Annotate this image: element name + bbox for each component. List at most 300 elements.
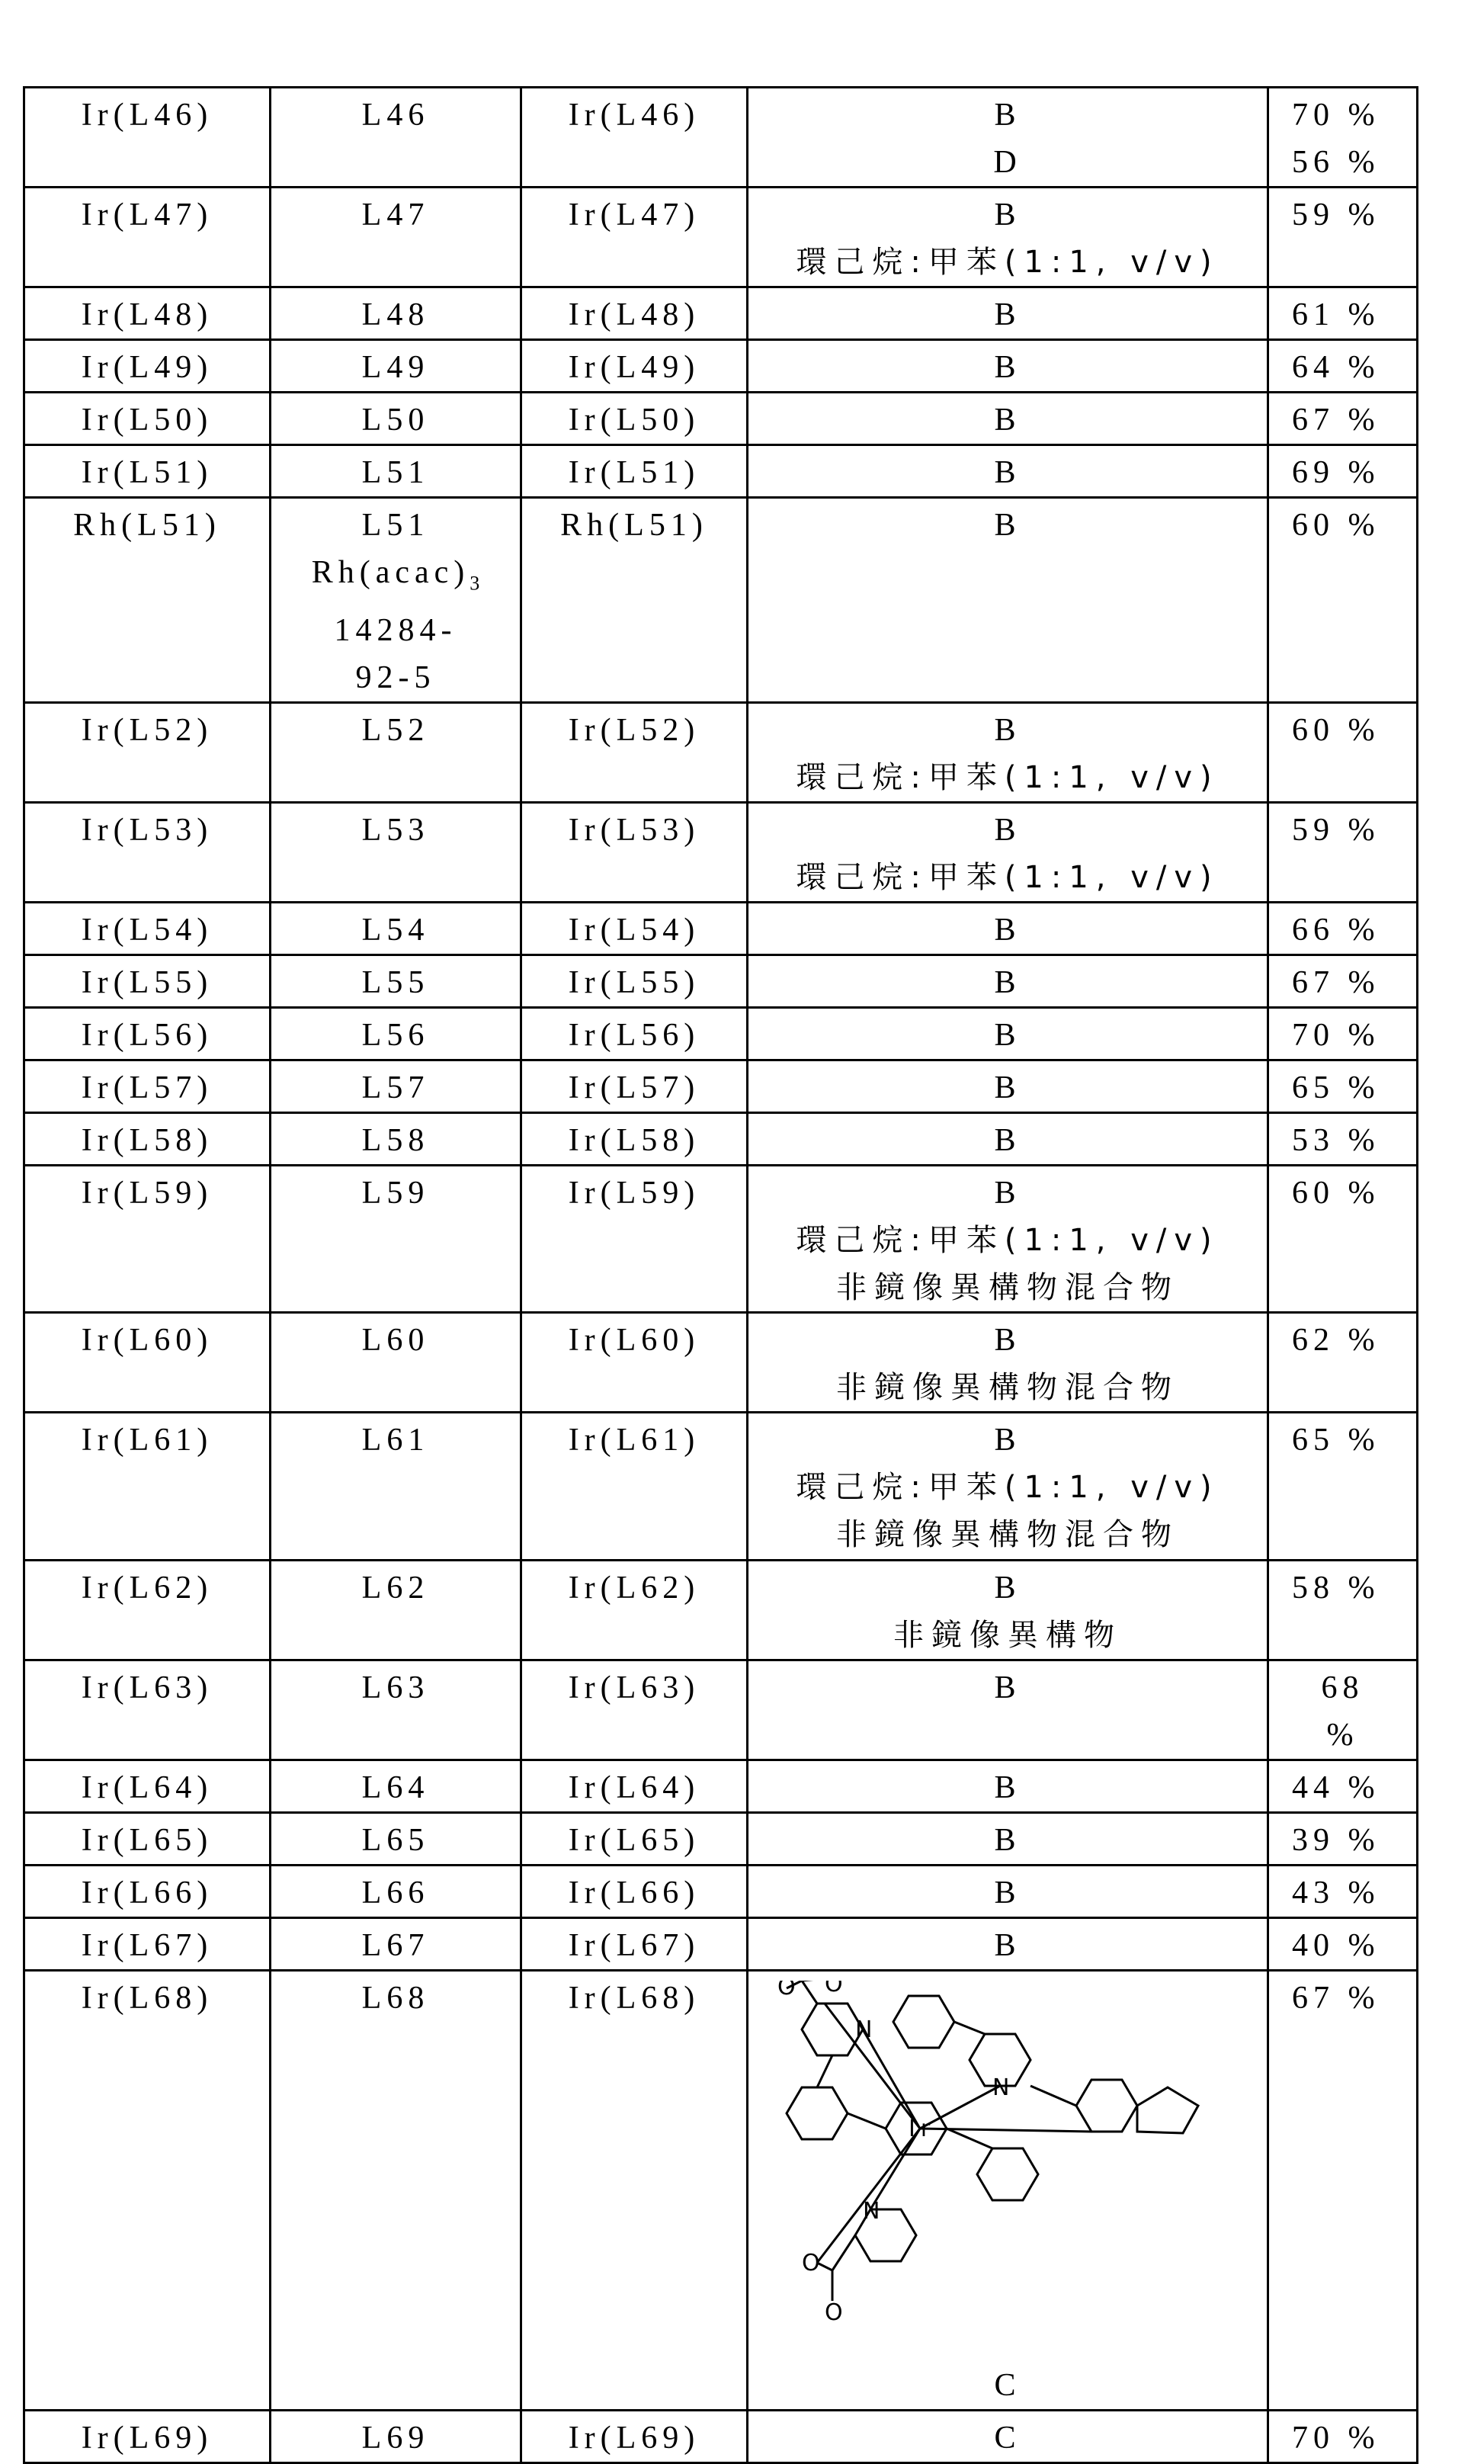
yield-value: 59 % (1292, 807, 1416, 854)
complex-name: Ir(L51) (25, 449, 269, 496)
method-cell (748, 803, 1268, 903)
product-cell (521, 803, 748, 903)
table-row (24, 445, 1418, 498)
yield-value: 64 % (1292, 344, 1416, 391)
table-row (24, 2411, 1418, 2463)
method-line: B (748, 959, 1267, 1006)
oxygen-label: O (825, 2299, 848, 2326)
method-cell (748, 1971, 1268, 2411)
product-name: Rh(L51) (522, 502, 746, 549)
yield-cell (1268, 88, 1418, 188)
product-name: Ir(L67) (522, 1922, 746, 1969)
ligand-line: L48 (271, 291, 520, 338)
method-line: B (748, 91, 1267, 139)
complex-name: Rh(L51) (25, 502, 269, 549)
table-row (24, 1008, 1418, 1060)
product-cell (521, 1166, 748, 1313)
product-name: Ir(L61) (522, 1416, 746, 1464)
yield-value: 60 % (1292, 1169, 1416, 1217)
method-cell (748, 88, 1268, 188)
product-name: Ir(L56) (522, 1012, 746, 1059)
product-name: Ir(L51) (522, 449, 746, 496)
yield-cell (1268, 340, 1418, 393)
yield-value: 68 (1269, 1664, 1416, 1712)
method-cell (748, 1866, 1268, 1918)
method-line: 非鏡像異構物混合物 (748, 1264, 1267, 1311)
product-cell (521, 1660, 748, 1760)
ligand-cell (271, 955, 521, 1008)
complex-cell (24, 1561, 271, 1660)
ligand-line: L55 (271, 959, 520, 1006)
ligand-cell (271, 1760, 521, 1813)
product-cell (521, 287, 748, 340)
ligand-subscript: 3 (470, 572, 479, 594)
method-cell (748, 287, 1268, 340)
method-cell (748, 340, 1268, 393)
complex-cell (24, 340, 271, 393)
table-row (24, 1760, 1418, 1813)
ligand-line: L50 (271, 396, 520, 444)
ligand-cell (271, 287, 521, 340)
ligand-line: L54 (271, 906, 520, 954)
nitrogen-label: N (992, 2074, 1014, 2101)
nitrogen-label: N (863, 2198, 885, 2225)
synthesis-table (23, 86, 1418, 2464)
complex-cell (24, 188, 271, 287)
nitrogen-label: N (855, 2016, 877, 2043)
yield-cell (1268, 1918, 1418, 1971)
ligand-cell (271, 1060, 521, 1113)
ligand-cell (271, 393, 521, 445)
complex-name: Ir(L47) (25, 191, 269, 239)
yield-cell (1268, 1313, 1418, 1413)
iridium-label: Ir (909, 2116, 935, 2142)
ligand-cell (271, 1313, 521, 1413)
complex-cell (24, 393, 271, 445)
complex-name: Ir(L52) (25, 707, 269, 754)
yield-cell (1268, 1813, 1418, 1866)
method-line: B (748, 396, 1267, 444)
complex-name: Ir(L69) (25, 2414, 269, 2462)
method-line: B (748, 707, 1267, 754)
yield-value: 39 % (1292, 1817, 1416, 1864)
method-cell (748, 1313, 1268, 1413)
method-line: B (748, 1869, 1267, 1917)
product-cell (521, 340, 748, 393)
complex-name: Ir(L49) (25, 344, 269, 391)
table-row (24, 1413, 1418, 1561)
method-cell (748, 955, 1268, 1008)
yield-cell (1268, 1166, 1418, 1313)
product-name: Ir(L62) (522, 1564, 746, 1612)
ligand-line: L56 (271, 1012, 520, 1059)
method-line: 非鏡像異構物混合物 (748, 1364, 1267, 1411)
product-cell (521, 2411, 748, 2463)
table-row (24, 1971, 1418, 2411)
yield-value: 56 % (1292, 139, 1416, 186)
method-cell (748, 903, 1268, 955)
yield-cell (1268, 1660, 1418, 1760)
yield-value: 44 % (1292, 1764, 1416, 1811)
ligand-cell (271, 1918, 521, 1971)
complex-name: Ir(L50) (25, 396, 269, 444)
method-cell (748, 1008, 1268, 1060)
yield-value: 62 % (1292, 1317, 1416, 1364)
method-line: C (748, 2414, 1267, 2462)
method-line: B (748, 807, 1267, 854)
method-line: B (748, 344, 1267, 391)
ligand-cell (271, 188, 521, 287)
complex-name: Ir(L65) (25, 1817, 269, 1864)
yield-value: 70 % (1292, 2414, 1416, 2462)
complex-name: Ir(L67) (25, 1922, 269, 1969)
top-pyridine-ring (802, 2004, 863, 2055)
product-name: Ir(L54) (522, 906, 746, 954)
ligand-cell (271, 1008, 521, 1060)
product-cell (521, 445, 748, 498)
ligand-line: L49 (271, 344, 520, 391)
method-line: 環己烷:甲苯(1:1, v/v) (748, 1464, 1267, 1511)
method-cell (748, 445, 1268, 498)
method-cell (748, 1060, 1268, 1113)
ligand-cell (271, 1561, 521, 1660)
ligand-cell (271, 340, 521, 393)
complex-cell (24, 1060, 271, 1113)
method-cell (748, 1918, 1268, 1971)
ligand-line: L65 (271, 1817, 520, 1864)
phenyl-ring-1 (787, 2087, 848, 2139)
ligand-cell (271, 445, 521, 498)
complex-cell (24, 1313, 271, 1413)
product-cell (521, 88, 748, 188)
complex-cell (24, 1660, 271, 1760)
product-cell (521, 1060, 748, 1113)
ligand-line: L46 (271, 91, 520, 139)
yield-value: 40 % (1292, 1922, 1416, 1969)
yield-cell (1268, 2411, 1418, 2463)
yield-cell (1268, 955, 1418, 1008)
product-name: Ir(L66) (522, 1869, 746, 1917)
complex-cell (24, 287, 271, 340)
product-cell (521, 1313, 748, 1413)
yield-cell (1268, 1760, 1418, 1813)
product-name: Ir(L60) (522, 1317, 746, 1364)
product-name: Ir(L63) (522, 1664, 746, 1712)
complex-cell (24, 803, 271, 903)
table-row (24, 903, 1418, 955)
table-row (24, 955, 1418, 1008)
complex-cell (24, 903, 271, 955)
product-cell (521, 1561, 748, 1660)
product-cell (521, 1008, 748, 1060)
ligand-line: L57 (271, 1064, 520, 1112)
ligand-cell (271, 88, 521, 188)
ligand-cell (271, 1660, 521, 1760)
method-line: B (748, 1012, 1267, 1059)
yield-cell (1268, 1113, 1418, 1166)
method-line: B (748, 1764, 1267, 1811)
product-name: Ir(L46) (522, 91, 746, 139)
yield-cell (1268, 445, 1418, 498)
ligand-cell (271, 1813, 521, 1866)
complex-name: Ir(L63) (25, 1664, 269, 1712)
oxygen-label: O (777, 1981, 801, 2000)
product-name: Ir(L65) (522, 1817, 746, 1864)
fluorene-benzene (1076, 2080, 1137, 2132)
complex-name: Ir(L58) (25, 1117, 269, 1164)
method-line: B (748, 1117, 1267, 1164)
product-name: Ir(L49) (522, 344, 746, 391)
table-row (24, 1918, 1418, 1971)
method-line: B (748, 1564, 1267, 1612)
ligand-line: 14284- (271, 607, 520, 654)
ligand-line: L66 (271, 1869, 520, 1917)
complex-cell (24, 1008, 271, 1060)
product-cell (521, 188, 748, 287)
iridium-complex-structure (771, 1981, 1244, 2362)
ligand-line: L62 (271, 1564, 520, 1612)
ligand-cell (271, 1166, 521, 1313)
method-line: B (748, 1416, 1267, 1464)
method-line: B (748, 906, 1267, 954)
cyclopentane-ring (1137, 2087, 1198, 2133)
product-name: Ir(L68) (522, 1975, 746, 2022)
oxygen-label: O (825, 1981, 848, 1997)
ligand-line: L51 (271, 449, 520, 496)
yield-value: 58 % (1292, 1564, 1416, 1612)
yield-value: 65 % (1292, 1416, 1416, 1464)
yield-value: 66 % (1292, 906, 1416, 954)
product-name: Ir(L55) (522, 959, 746, 1006)
ligand-line: L61 (271, 1416, 520, 1464)
table-row (24, 1166, 1418, 1313)
complex-name: Ir(L61) (25, 1416, 269, 1464)
method-cell (748, 393, 1268, 445)
method-cell (748, 1413, 1268, 1561)
table-row (24, 188, 1418, 287)
complex-name: Ir(L55) (25, 959, 269, 1006)
table-row (24, 1660, 1418, 1760)
complex-name: Ir(L48) (25, 291, 269, 338)
product-name: Ir(L64) (522, 1764, 746, 1811)
product-name: Ir(L50) (522, 396, 746, 444)
complex-name: Ir(L53) (25, 807, 269, 854)
product-cell (521, 1413, 748, 1561)
method-line: 環己烷:甲苯(1:1, v/v) (748, 1217, 1267, 1264)
complex-name: Ir(L57) (25, 1064, 269, 1112)
table-row (24, 1113, 1418, 1166)
ligand-cell (271, 903, 521, 955)
yield-cell (1268, 188, 1418, 287)
yield-value: 70 % (1292, 91, 1416, 139)
ligand-line: L59 (271, 1169, 520, 1217)
ligand-cell (271, 1971, 521, 2411)
method-line: B (748, 1664, 1267, 1712)
method-cell (748, 1561, 1268, 1660)
table-row (24, 803, 1418, 903)
method-line: B (748, 1064, 1267, 1112)
product-name: Ir(L69) (522, 2414, 746, 2462)
complex-name: Ir(L60) (25, 1317, 269, 1364)
table-row (24, 1060, 1418, 1113)
ligand-cell (271, 2411, 521, 2463)
product-cell (521, 703, 748, 803)
table-row (24, 287, 1418, 340)
method-cell (748, 1760, 1268, 1813)
yield-cell (1268, 1008, 1418, 1060)
ligand-line: L58 (271, 1117, 520, 1164)
yield-value: 59 % (1292, 191, 1416, 239)
ligand-line: L69 (271, 2414, 520, 2462)
yield-cell (1268, 1971, 1418, 2411)
product-name: Ir(L47) (522, 191, 746, 239)
complex-name: Ir(L46) (25, 91, 269, 139)
method-line: C (748, 2362, 1267, 2409)
ligand-cell (271, 803, 521, 903)
table-row (24, 1866, 1418, 1918)
yield-cell (1268, 1866, 1418, 1918)
table-row (24, 1813, 1418, 1866)
method-line: B (748, 449, 1267, 496)
yield-value: 60 % (1292, 707, 1416, 754)
complex-name: Ir(L62) (25, 1564, 269, 1612)
yield-value: 43 % (1292, 1869, 1416, 1917)
complex-cell (24, 498, 271, 703)
phenyl-ring-top (893, 1996, 954, 2048)
method-line: D (748, 139, 1267, 186)
complex-cell (24, 88, 271, 188)
yield-value: 60 % (1292, 502, 1416, 549)
yield-cell (1268, 703, 1418, 803)
method-line: 環己烷:甲苯(1:1, v/v) (748, 239, 1267, 286)
table-row (24, 340, 1418, 393)
method-line: B (748, 502, 1267, 549)
ligand-line: L52 (271, 707, 520, 754)
ligand-line: L63 (271, 1664, 520, 1712)
method-line: B (748, 1169, 1267, 1217)
product-name: Ir(L52) (522, 707, 746, 754)
product-cell (521, 1971, 748, 2411)
table-row (24, 88, 1418, 188)
complex-cell (24, 955, 271, 1008)
product-cell (521, 498, 748, 703)
yield-cell (1268, 1413, 1418, 1561)
product-name: Ir(L59) (522, 1169, 746, 1217)
yield-cell (1268, 1060, 1418, 1113)
product-name: Ir(L48) (522, 291, 746, 338)
ligand-cell (271, 703, 521, 803)
ligand-line: L53 (271, 807, 520, 854)
ligand-cell (271, 1866, 521, 1918)
complex-name: Ir(L56) (25, 1012, 269, 1059)
method-line: B (748, 291, 1267, 338)
complex-cell (24, 703, 271, 803)
method-line: 環己烷:甲苯(1:1, v/v) (748, 854, 1267, 901)
table-row (24, 1313, 1418, 1413)
complex-cell (24, 1971, 271, 2411)
yield-value: 70 % (1292, 1012, 1416, 1059)
method-cell (748, 1113, 1268, 1166)
product-cell (521, 903, 748, 955)
ligand-cell (271, 1113, 521, 1166)
method-line: 環己烷:甲苯(1:1, v/v) (748, 754, 1267, 801)
ligand-text: Rh(acac) (312, 555, 470, 590)
yield-value: 67 % (1292, 396, 1416, 444)
table-row (24, 1561, 1418, 1660)
yield-value: 61 % (1292, 291, 1416, 338)
method-cell (748, 498, 1268, 703)
method-cell (748, 1660, 1268, 1760)
ligand-line (271, 549, 520, 607)
method-cell (748, 1166, 1268, 1313)
method-line: B (748, 1922, 1267, 1969)
product-name: Ir(L57) (522, 1064, 746, 1112)
yield-value: 53 % (1292, 1117, 1416, 1164)
method-line: B (748, 191, 1267, 239)
yield-cell (1268, 393, 1418, 445)
product-name: Ir(L58) (522, 1117, 746, 1164)
yield-cell (1268, 803, 1418, 903)
ligand-cell (271, 498, 521, 703)
product-cell (521, 1918, 748, 1971)
method-line: B (748, 1817, 1267, 1864)
method-cell (748, 703, 1268, 803)
complex-cell (24, 1413, 271, 1561)
phenyl-ring-lower (977, 2148, 1038, 2200)
method-line: 非鏡像異構物 (748, 1612, 1267, 1659)
yield-value: 67 % (1292, 1975, 1416, 2022)
yield-cell (1268, 903, 1418, 955)
product-cell (521, 1866, 748, 1918)
ligand-cell (271, 1413, 521, 1561)
complex-name: Ir(L64) (25, 1764, 269, 1811)
yield-cell (1268, 498, 1418, 703)
complex-cell (24, 2411, 271, 2463)
method-cell (748, 188, 1268, 287)
yield-cell (1268, 287, 1418, 340)
ligand-line: L64 (271, 1764, 520, 1811)
complex-name: Ir(L68) (25, 1975, 269, 2022)
complex-cell (24, 1166, 271, 1313)
oxygen-label: O (802, 2250, 825, 2276)
table-row (24, 393, 1418, 445)
product-cell (521, 1760, 748, 1813)
product-cell (521, 955, 748, 1008)
yield-value: % (1269, 1712, 1416, 1759)
method-cell (748, 2411, 1268, 2463)
complex-cell (24, 1918, 271, 1971)
product-cell (521, 1113, 748, 1166)
table-row (24, 498, 1418, 703)
method-cell (748, 1813, 1268, 1866)
complex-cell (24, 1760, 271, 1813)
complex-cell (24, 1113, 271, 1166)
ligand-line: L60 (271, 1317, 520, 1364)
complex-cell (24, 1866, 271, 1918)
complex-cell (24, 1813, 271, 1866)
ligand-line: 92-5 (271, 654, 520, 701)
product-name: Ir(L53) (522, 807, 746, 854)
complex-name: Ir(L59) (25, 1169, 269, 1217)
yield-value: 69 % (1292, 449, 1416, 496)
table-row (24, 703, 1418, 803)
yield-value: 67 % (1292, 959, 1416, 1006)
product-cell (521, 393, 748, 445)
ligand-line: L51 (271, 502, 520, 549)
ligand-line: L68 (271, 1975, 520, 2022)
complex-name: Ir(L54) (25, 906, 269, 954)
product-cell (521, 1813, 748, 1866)
